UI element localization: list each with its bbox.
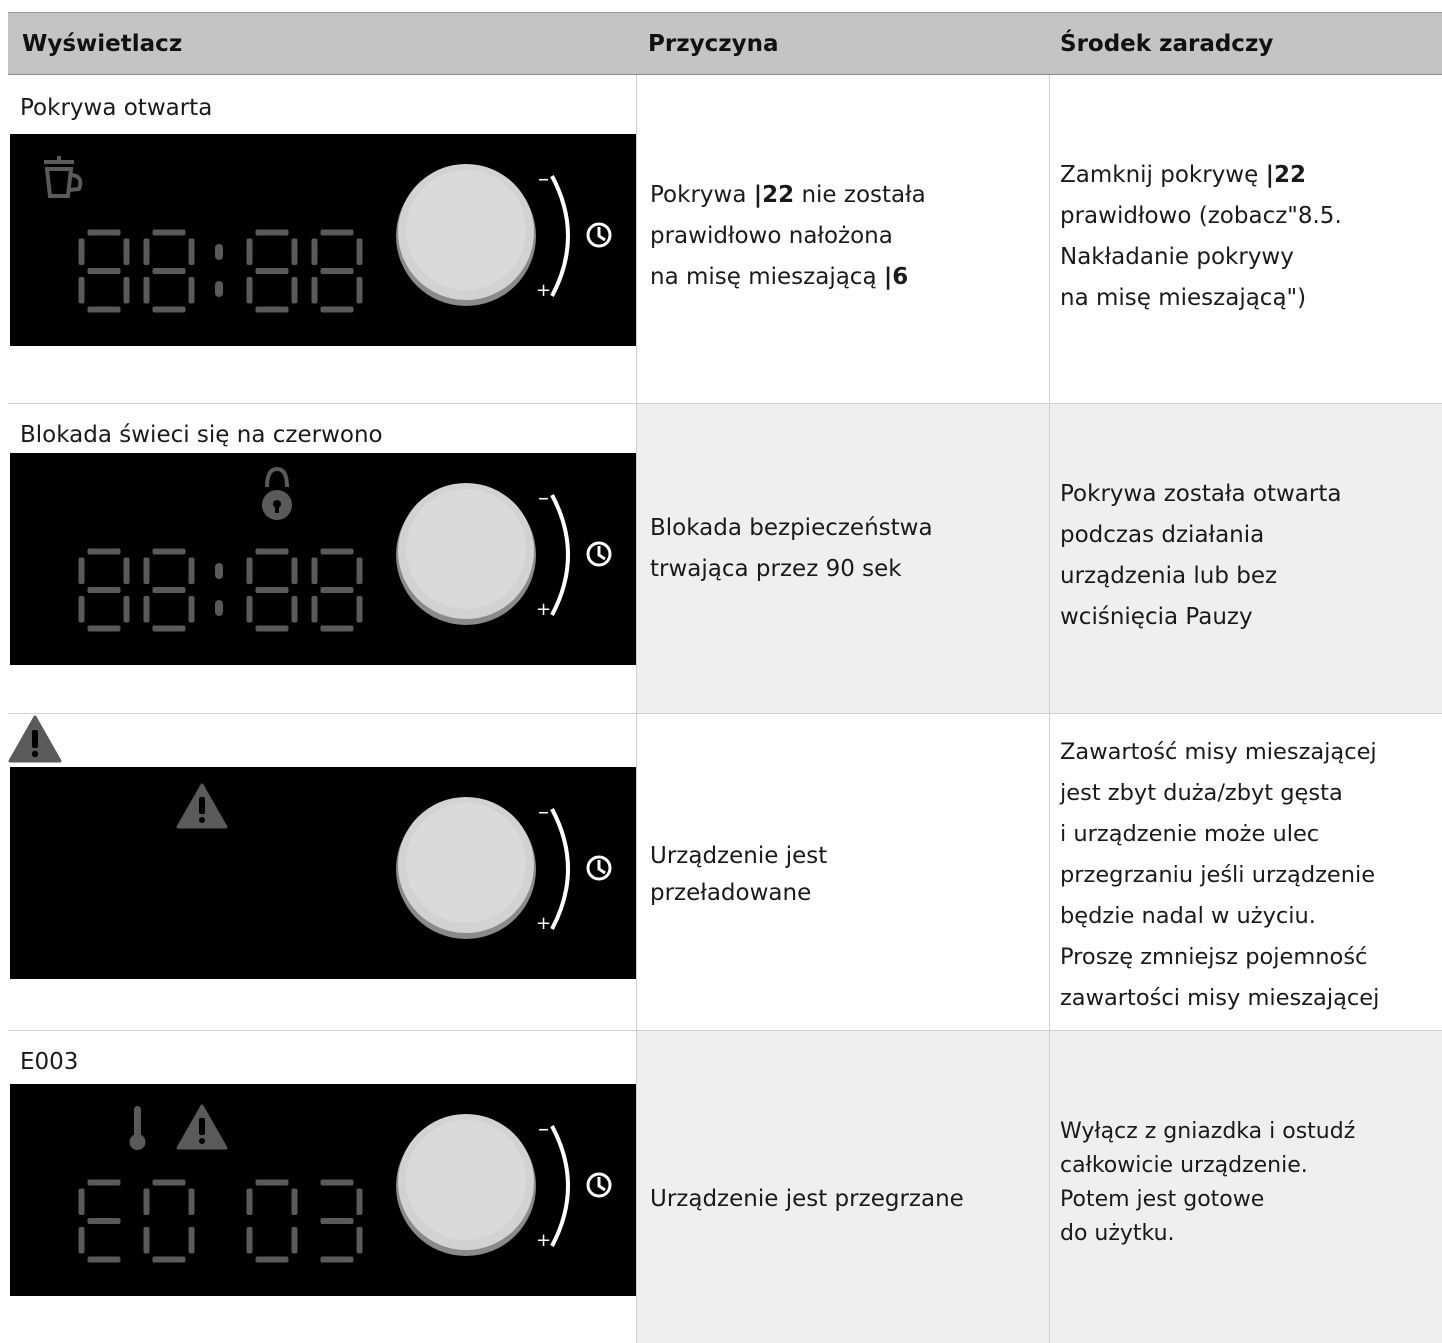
cause-cell: Blokada bezpieczeństwa trwająca przez 90 sek <box>636 404 1049 713</box>
display-cell <box>8 404 636 713</box>
header-cause: Przyczyna <box>648 31 779 57</box>
row-label: Blokada świeci się na czerwono <box>20 422 383 448</box>
knob-face <box>406 803 526 923</box>
table-row <box>8 1031 1442 1343</box>
row-label: E003 <box>20 1049 79 1075</box>
speed-dial[interactable] <box>10 134 636 346</box>
minus-label: – <box>538 800 549 825</box>
remedy-cell: Wyłącz z gniazdka i ostudź całkowicie urządzenie. Potem jest gotowe do użytku. <box>1049 1031 1442 1343</box>
plus-label: + <box>536 599 552 620</box>
table-row <box>8 714 1442 1031</box>
remedy-cell: Zawartość misy mieszającej jest zbyt duża/zbyt gęsta i urządzenie może ulec przegrzaniu jeśli urządzenie będzie nadal w użyciu. Proszę zmniejsz pojemność zawartości misy mieszającej <box>1049 714 1442 1030</box>
display-panel <box>10 453 636 665</box>
row-label: Pokrywa otwarta <box>20 95 213 121</box>
cause-cell: Urządzenie jest przeładowane <box>636 714 1049 1030</box>
plus-label: + <box>536 280 552 301</box>
cause-cell: Urządzenie jest przegrzane <box>636 1031 1049 1343</box>
knob-face <box>406 489 526 609</box>
display-cell <box>8 1031 636 1343</box>
display-panel <box>10 767 636 979</box>
speed-arc <box>552 809 568 929</box>
display-cell <box>8 75 636 403</box>
minus-label: – <box>538 1117 549 1142</box>
clock-icon <box>588 1174 610 1196</box>
cause-cell: Pokrywa |22 nie została prawidłowo nałożona na misę mieszającą |6 <box>636 75 1049 403</box>
plus-label: + <box>536 913 552 934</box>
display-panel <box>10 1084 636 1296</box>
clock-icon <box>588 543 610 565</box>
plus-label: + <box>536 1230 552 1251</box>
clock-icon <box>588 224 610 246</box>
remedy-cell: Zamknij pokrywę |22 prawidłowo (zobacz"8.5. Nakładanie pokrywy na misę mieszającą") <box>1049 75 1442 403</box>
display-panel <box>10 134 636 346</box>
warning-icon <box>8 714 68 766</box>
table-header <box>8 12 1442 75</box>
header-display: Wyświetlacz <box>22 31 183 57</box>
speed-arc <box>552 495 568 615</box>
speed-arc <box>552 1126 568 1246</box>
speed-dial[interactable] <box>10 1084 636 1296</box>
minus-label: – <box>538 167 549 192</box>
knob-face <box>406 170 526 290</box>
troubleshooting-table <box>8 12 1442 1343</box>
minus-label: – <box>538 486 549 511</box>
table-row <box>8 404 1442 714</box>
speed-dial[interactable] <box>10 767 636 979</box>
knob-face <box>406 1120 526 1240</box>
speed-arc <box>552 176 568 296</box>
header-remedy: Środek zaradczy <box>1060 31 1274 57</box>
table-row <box>8 75 1442 404</box>
display-cell <box>8 714 636 1030</box>
speed-dial[interactable] <box>10 453 636 665</box>
remedy-cell: Pokrywa została otwarta podczas działania urządzenia lub bez wciśnięcia Pauzy <box>1049 404 1442 713</box>
clock-icon <box>588 857 610 879</box>
